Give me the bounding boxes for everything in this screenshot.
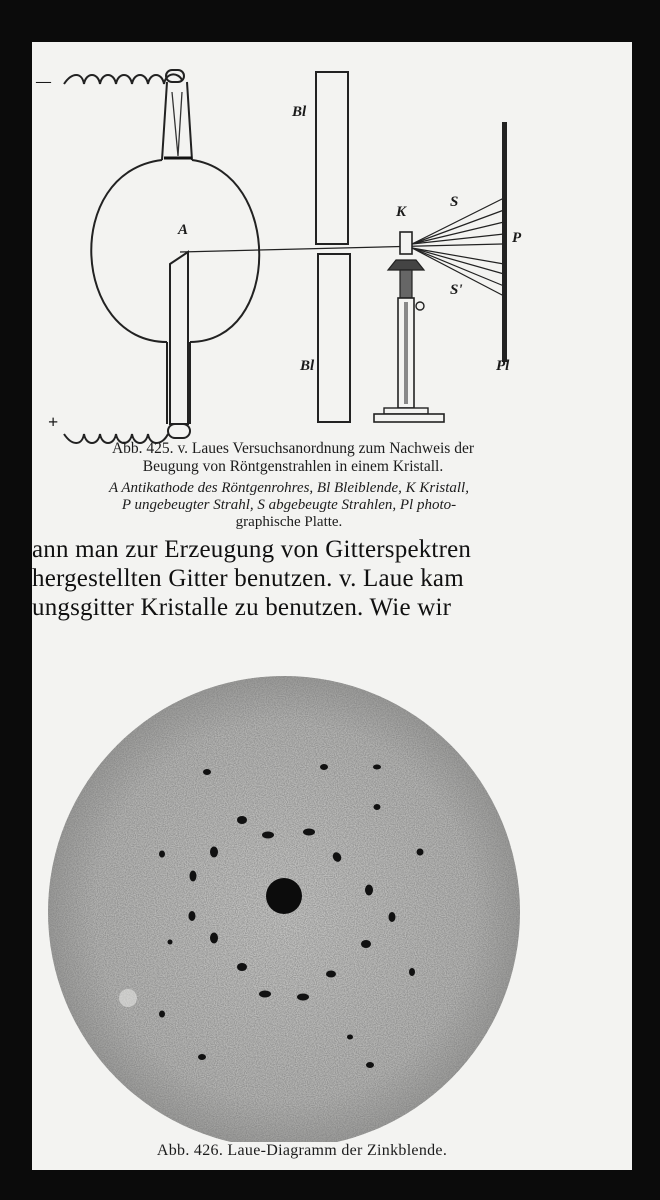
lead-aperture-top <box>316 72 348 244</box>
photographic-plate <box>502 122 507 362</box>
top-wire-coil <box>64 74 182 84</box>
label-crystal: K <box>396 204 407 220</box>
body-text-line2: hergestellten Gitter benutzen. v. Laue kam <box>32 565 464 592</box>
figure1-legend-line1: A Antikathode des Röntgenrohres, Bl Bleiblende, K Kristall, <box>109 480 469 496</box>
figure1-legend <box>54 480 524 531</box>
anticathode <box>170 252 188 424</box>
label-plus: + <box>48 412 59 432</box>
primary-beam <box>180 244 502 252</box>
label-anticathode: A <box>178 222 189 238</box>
label-undiffracted-p: P <box>512 230 522 246</box>
figure1-caption <box>58 440 528 476</box>
laue-apparatus-diagram <box>32 42 632 462</box>
crystal-stand <box>374 232 444 422</box>
central-beam-spot <box>266 878 302 914</box>
lead-aperture-bottom <box>318 254 350 422</box>
label-minus: — <box>36 74 51 90</box>
label-bl-top: Bl <box>292 104 307 120</box>
lantern-slide-page <box>32 42 632 1170</box>
body-text-line3: ungsgitter Kristalle zu benutzen. Wie wir <box>32 594 452 621</box>
laue-diagram-photo <box>32 642 632 1142</box>
figure1-caption-number: Abb. 425. <box>111 440 174 457</box>
figure2-caption: Abb. 426. Laue-Diagramm der Zinkblende. <box>156 1142 448 1159</box>
label-plate-pl: Pl <box>496 358 510 374</box>
label-diffracted-s-prime: S' <box>450 282 463 298</box>
tube-bottom-cap <box>168 424 190 438</box>
figure1-legend-line2: P ungebeugter Strahl, S abgebeugte Strahlen, Pl photo- <box>121 497 457 513</box>
figure1-legend-line3: graphische Platte. <box>235 514 343 530</box>
body-text-line1: ann man zur Erzeugung von Gitterspektren <box>32 536 472 563</box>
label-diffracted-s: S <box>450 194 459 210</box>
figure1-caption-line2: Beugung von Röntgenstrahlen in einem Kristall. <box>142 458 444 475</box>
figure1-caption-line1: v. Laues Versuchsanordnung zum Nachweis der <box>177 440 475 457</box>
label-bl-bottom: Bl <box>300 358 315 374</box>
